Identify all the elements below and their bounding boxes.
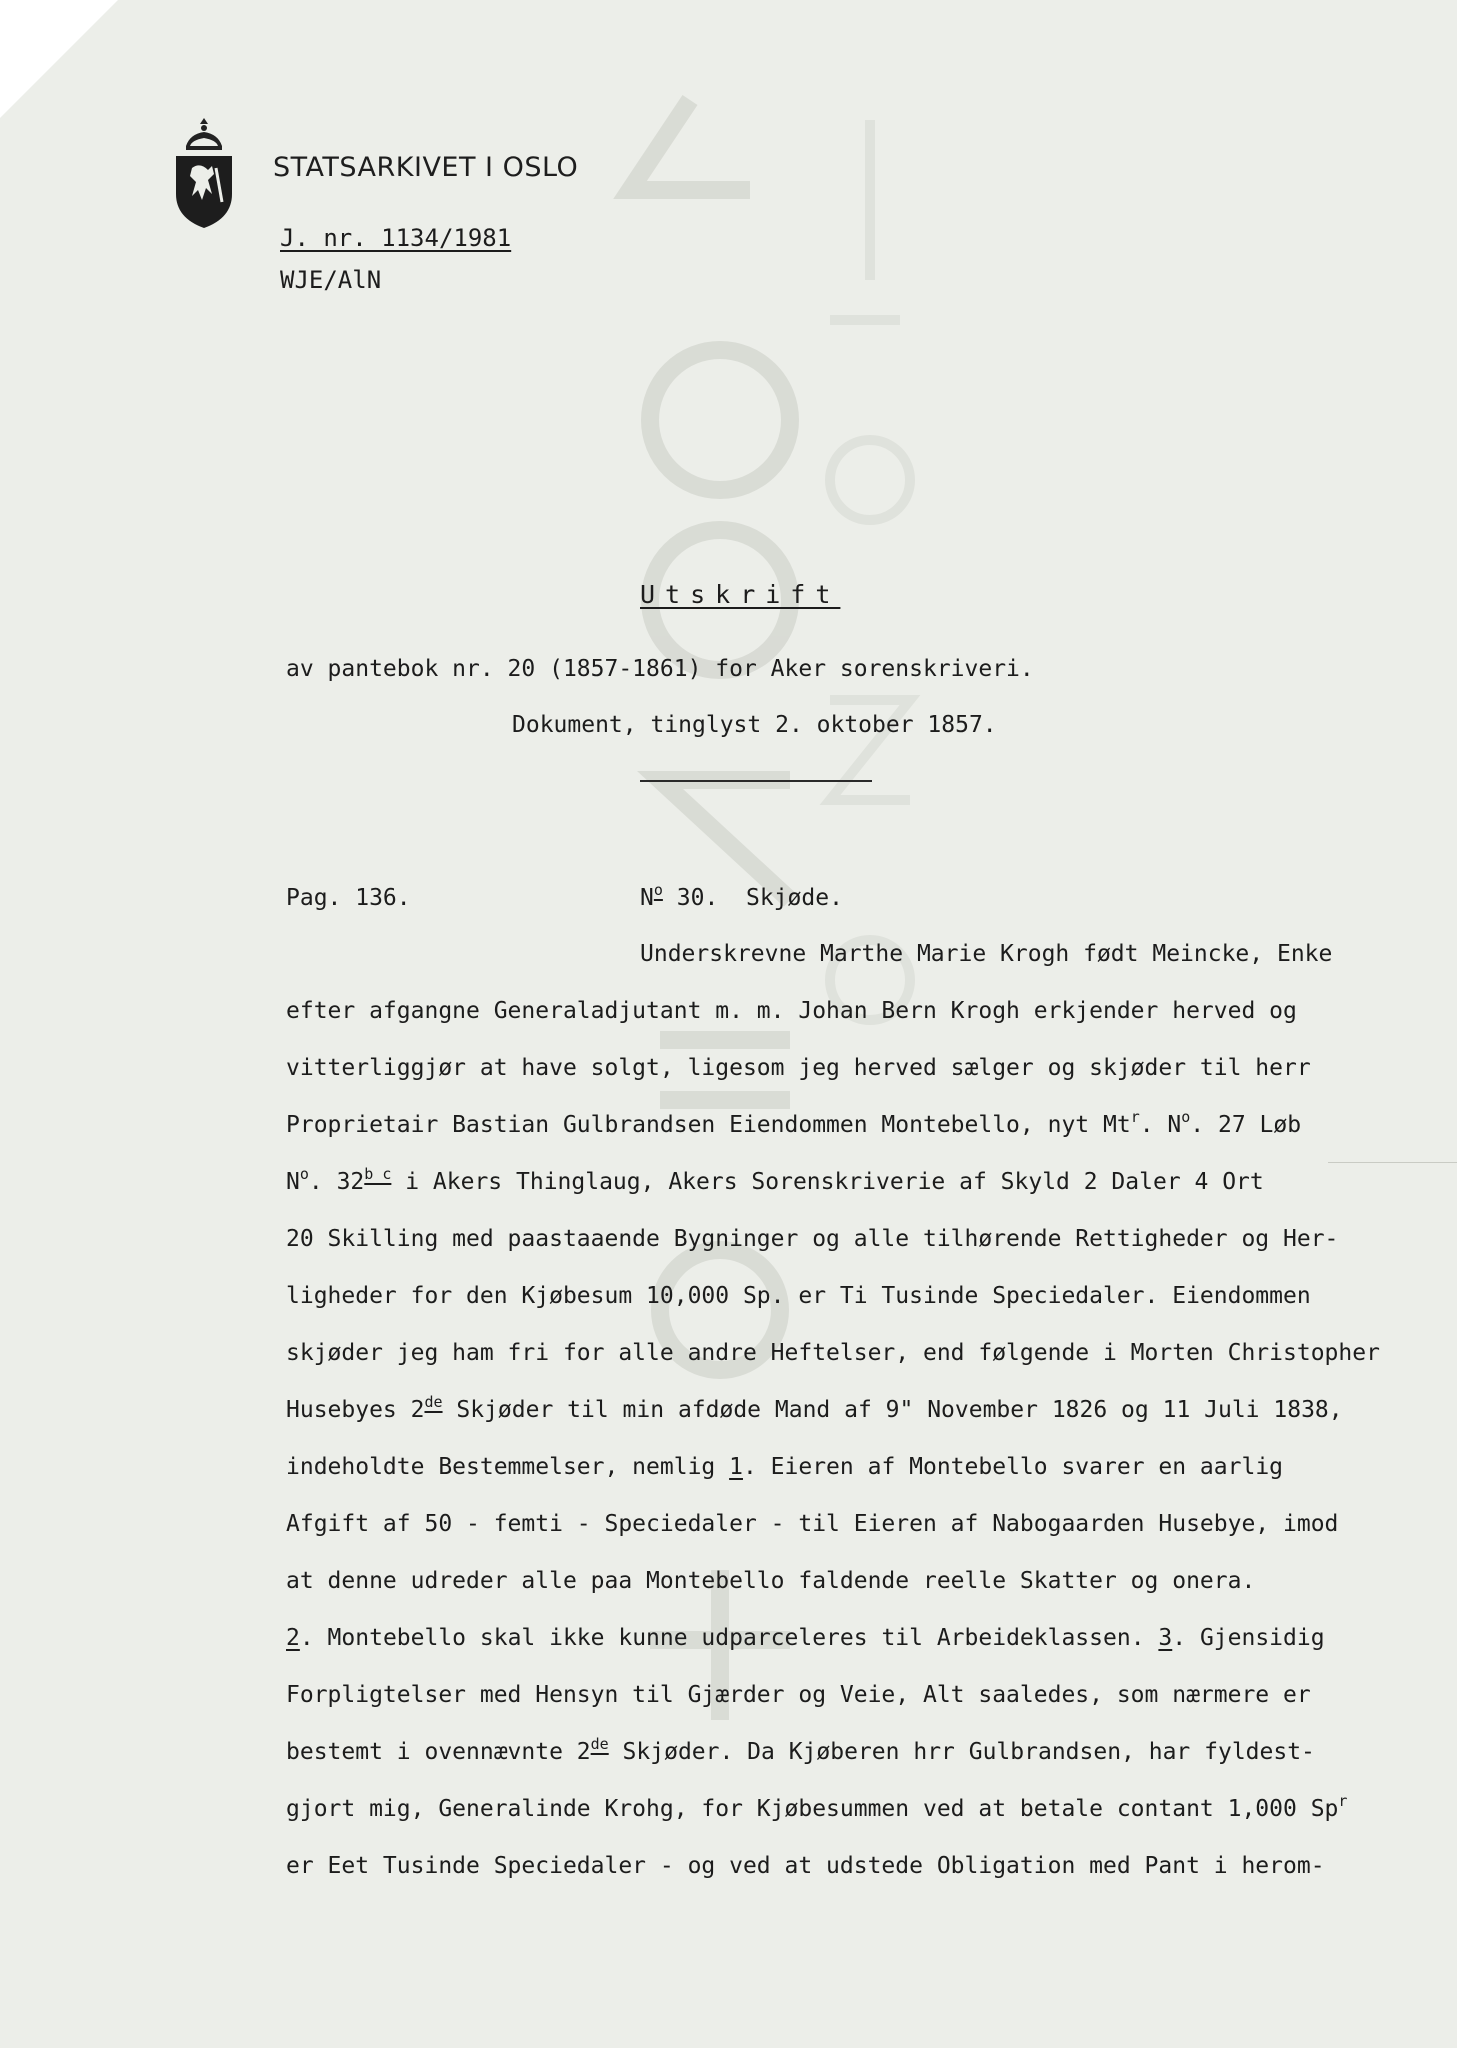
document-title: Utskrift xyxy=(640,580,841,609)
page-reference: Pag. 136. xyxy=(286,885,411,911)
body-line: Forpligtelser med Hensyn til Gjærder og Veie, Alt saaledes, som nærmere er xyxy=(286,1682,1311,1708)
separator-rule xyxy=(640,780,872,782)
body-line: efter afgangne Generaladjutant m. m. Johan Bern Krogh erkjender herved og xyxy=(286,998,1297,1024)
body-line: indeholdte Bestemmelser, nemlig 1. Eieren af Montebello svarer en aarlig xyxy=(286,1454,1284,1480)
body-line: $N^o$. $32^{b c}$ i Akers Thinglaug, Akers Sorenskriverie af Skyld 2 Daler 4 Ort xyxy=(286,1165,1264,1195)
body-line: gjort mig, Generalinde Krohg, for Kjøbesummen ved at betale contant 1,000 Sp$^r$ xyxy=(286,1792,1348,1822)
document-line: Dokument, tinglyst 2. oktober 1857. xyxy=(512,712,997,738)
body-line: Proprietair Bastian Gulbrandsen Eiendommen Montebello, nyt Mt$^r$. $N^o$. 27 Løb xyxy=(286,1108,1302,1138)
body-line: vitterliggjør at have solgt, ligesom jeg herved sælger og skjøder til herr xyxy=(286,1055,1311,1081)
subtitle: av pantebok nr. 20 (1857-1861) for Aker sorenskriveri. xyxy=(286,656,1034,682)
body-line: bestemt i ovennævnte 2de Skjøder. Da Kjøberen hrr Gulbrandsen, har fyldest- xyxy=(286,1735,1315,1765)
body-line: 2. Montebello skal ikke kunne udparceleres til Arbeideklassen. 3. Gjensidig xyxy=(286,1625,1325,1651)
coat-of-arms-icon xyxy=(172,116,236,230)
archive-name: STATSARKIVET I OSLO xyxy=(273,152,579,183)
body-line: at denne udreder alle paa Montebello faldende reelle Skatter og onera. xyxy=(286,1568,1256,1594)
fold-line xyxy=(1328,1162,1457,1163)
body-line: skjøder jeg ham fri for alle andre Heftelser, end følgende i Morten Christopher xyxy=(286,1340,1380,1366)
body-line: Underskrevne Marthe Marie Krogh født Meincke, Enke xyxy=(640,941,1333,967)
body-line: Afgift af 50 - femti - Speciedaler - til Eieren af Nabogaarden Husebye, imod xyxy=(286,1511,1339,1537)
initials: WJE/AlN xyxy=(280,266,382,294)
body-line: ligheder for den Kjøbesum 10,000 Sp. er Ti Tusinde Speciedaler. Eiendommen xyxy=(286,1283,1311,1309)
body-line: Husebyes 2de Skjøder til min afdøde Mand af 9" November 1826 og 11 Juli 1838, xyxy=(286,1393,1343,1423)
journal-number: J. nr. 1134/1981 xyxy=(280,224,512,252)
entry-number: $N^o$ 30. Skjøde. xyxy=(640,881,843,911)
body-line: er Eet Tusinde Speciedaler - og ved at udstede Obligation med Pant i herom- xyxy=(286,1853,1325,1879)
body-line: 20 Skilling med paastaaende Bygninger og alle tilhørende Rettigheder og Her- xyxy=(286,1226,1339,1252)
